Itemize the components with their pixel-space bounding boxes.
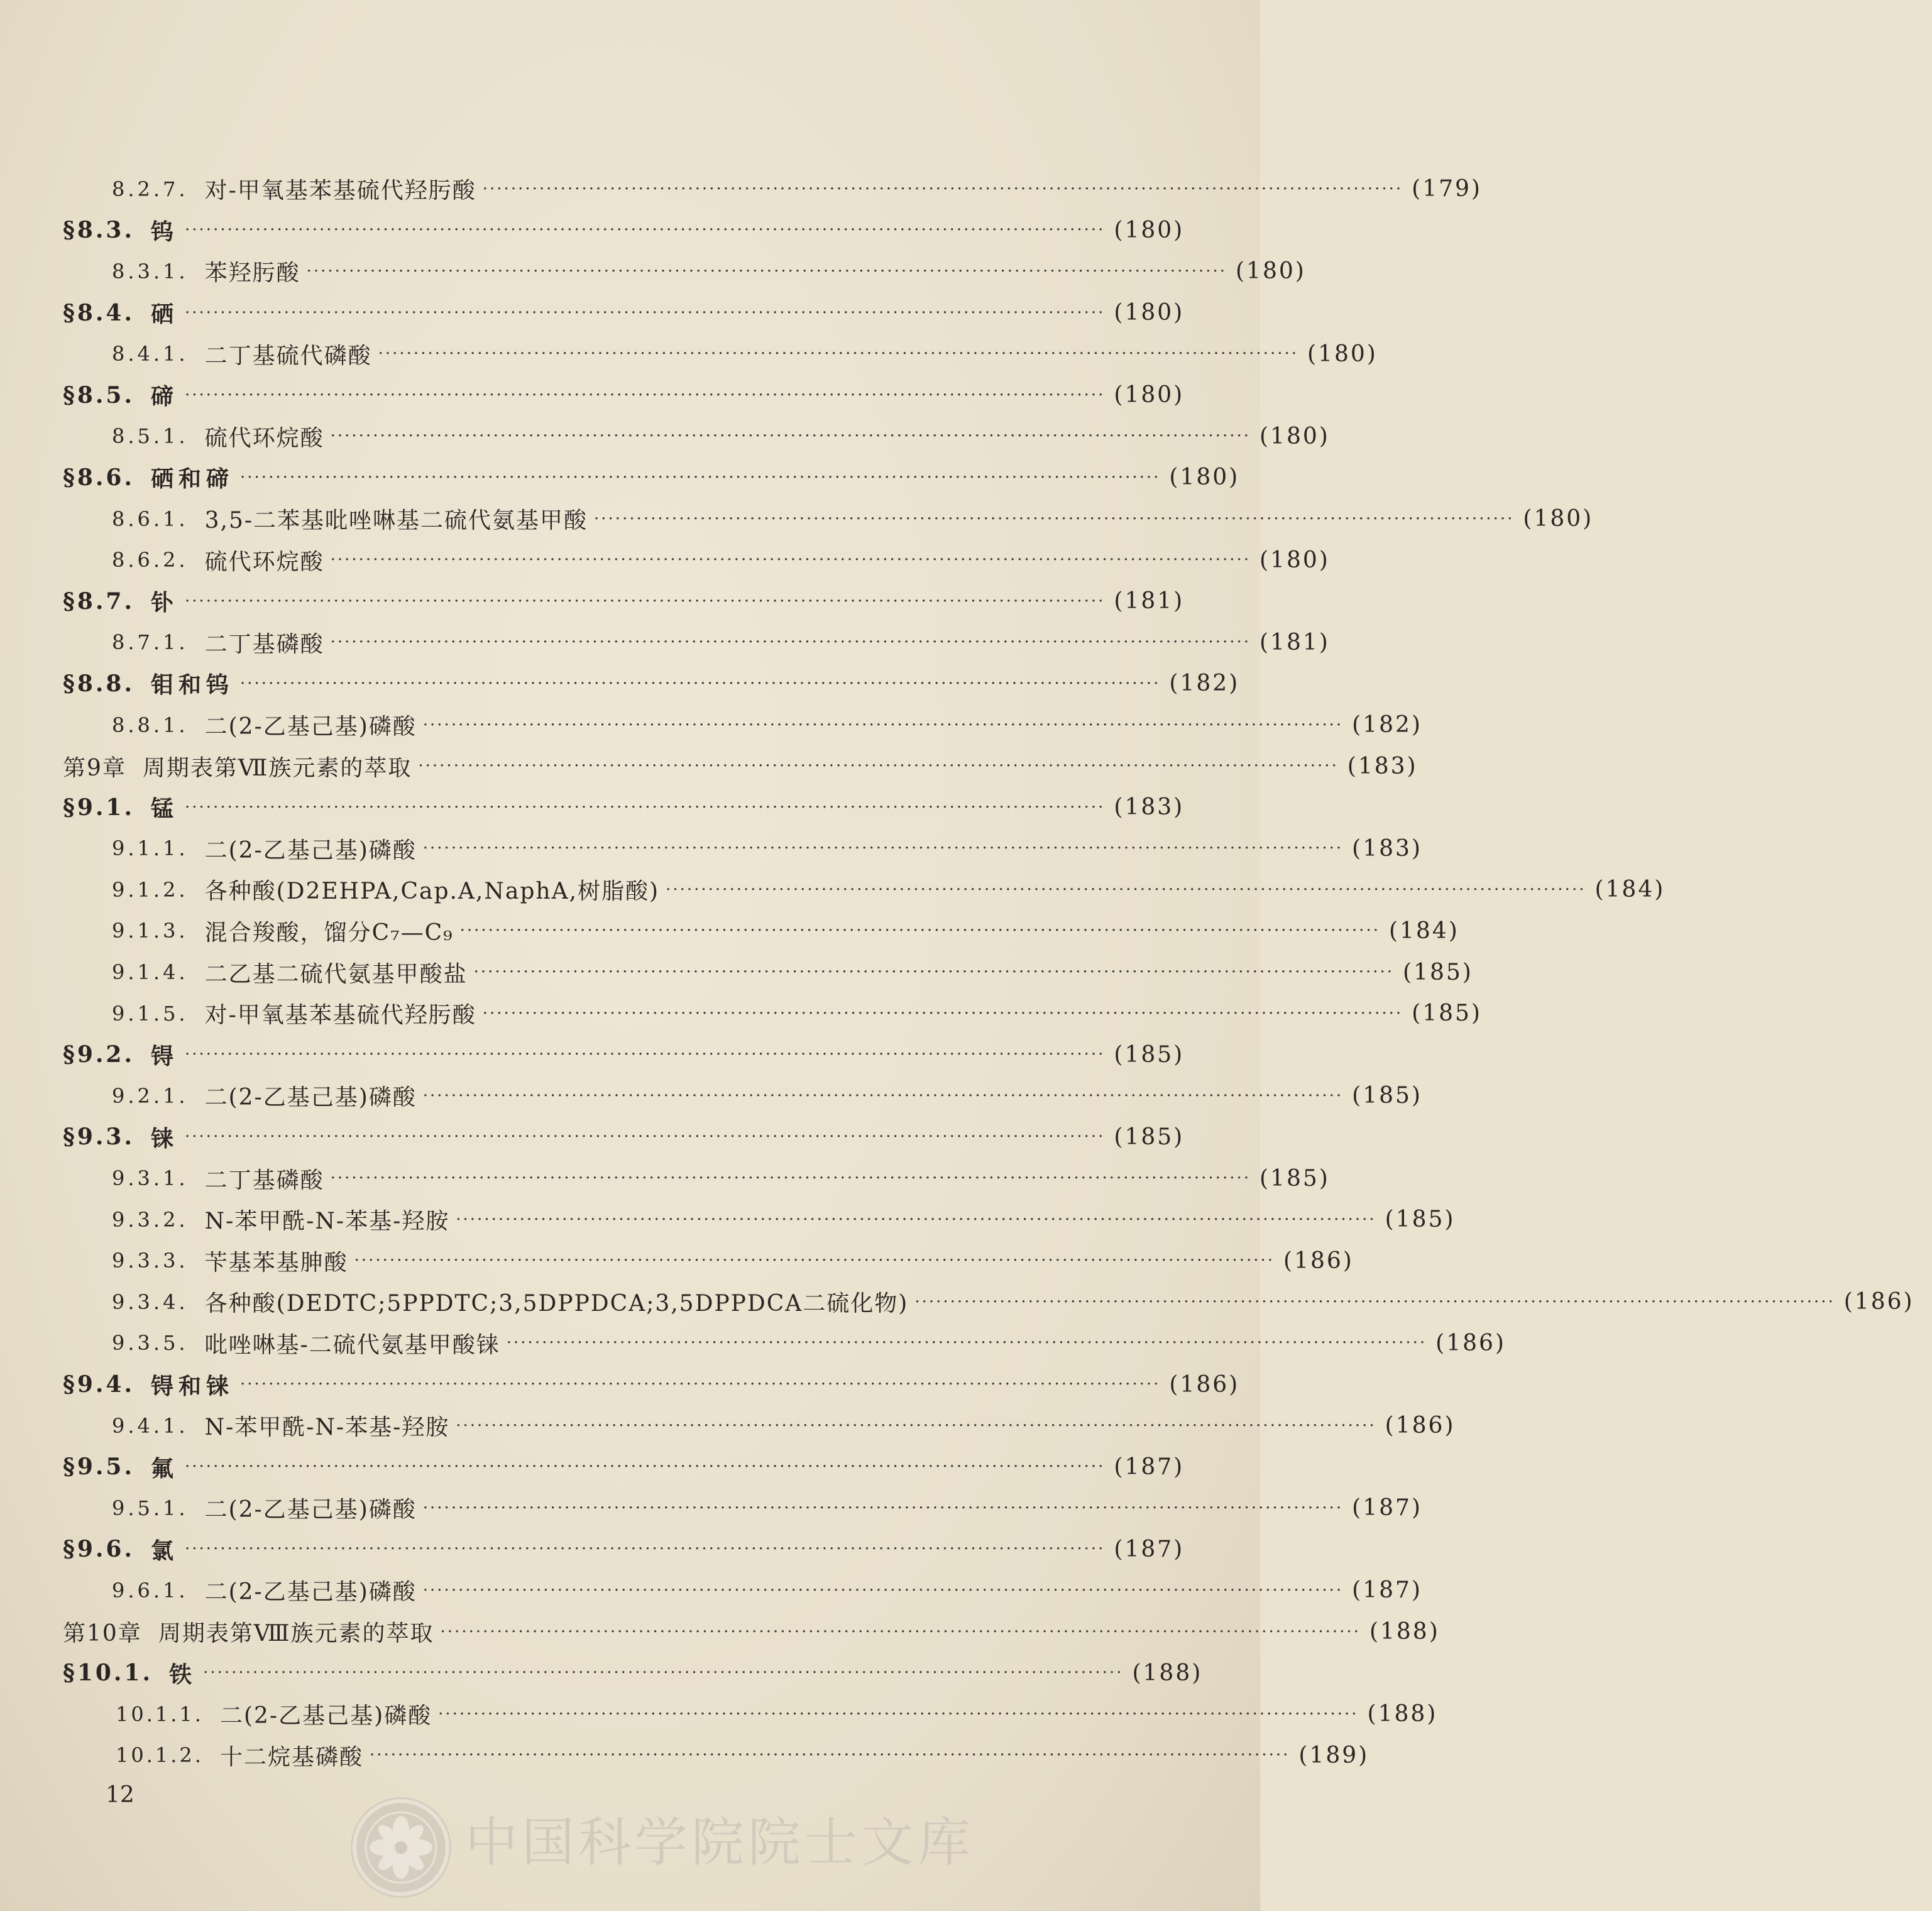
toc-page-reference: (186) (1169, 1371, 1240, 1398)
toc-entry (63, 869, 1666, 911)
toc-entry-title: 对-甲氧基苯基硫代羟肟酸 (204, 1002, 476, 1029)
toc-leader-dots: ·································································································································· (240, 674, 1161, 693)
toc-entry (63, 251, 1306, 292)
toc-entry (63, 498, 1594, 540)
toc-leader-dots: ·································································································································· (185, 1540, 1106, 1559)
toc-page-reference: (185) (1403, 959, 1473, 985)
toc-page-reference: (187) (1114, 1454, 1185, 1480)
toc-entry-number: 8.3.1. (112, 259, 189, 283)
toc-page-reference: (185) (1352, 1083, 1422, 1109)
toc-page-reference: (185) (1114, 1124, 1185, 1150)
toc-entry-number: §8.4. (63, 299, 134, 326)
toc-entry-title: 二(2-乙基己基)磷酸 (219, 1703, 432, 1729)
toc-leader-dots: ·································································································································· (369, 1746, 1290, 1765)
toc-entry-title: 苄基苯基胂酸 (204, 1249, 348, 1276)
toc-entry-number: 第10章 (63, 1621, 142, 1647)
flower-emblem-icon (351, 1797, 451, 1898)
toc-leader-dots: ·································································································································· (330, 1169, 1251, 1188)
toc-entry-number: §10.1. (63, 1660, 153, 1687)
toc-leader-dots: ·································································································································· (440, 1622, 1361, 1641)
toc-entry-title: 二丁基硫代磷酸 (204, 342, 372, 369)
toc-leader-dots: ·································································································································· (482, 179, 1403, 199)
toc-leader-dots: ·································································································································· (185, 591, 1106, 611)
toc-entry (63, 1075, 1422, 1117)
toc-page-reference: (187) (1352, 1577, 1422, 1604)
toc-entry-number: §9.4. (63, 1371, 134, 1398)
toc-leader-dots: ·································································································································· (306, 261, 1227, 281)
toc-entry (63, 663, 1240, 704)
toc-entry (63, 1240, 1354, 1281)
toc-entry-title: 二(2-乙基己基)磷酸 (204, 1579, 417, 1606)
toc-leader-dots: ·································································································································· (330, 550, 1251, 570)
toc-entry-number: 8.7.1. (112, 630, 189, 655)
toc-leader-dots: ·································································································································· (354, 1251, 1275, 1271)
toc-page-reference: (180) (1236, 258, 1306, 285)
toc-entry-number: §8.7. (63, 588, 134, 615)
toc-page-reference: (180) (1523, 506, 1594, 532)
toc-entry-title: 硒 (151, 301, 179, 328)
toc-page-reference: (186) (1283, 1247, 1354, 1274)
toc-entry-title: 锰 (151, 796, 179, 823)
toc-entry-title: 硒和碲 (151, 466, 234, 493)
toc-leader-dots: ·································································································································· (418, 757, 1339, 776)
toc-leader-dots: ·································································································································· (185, 303, 1106, 322)
toc-entry-title: 二(2-乙基己基)磷酸 (204, 1497, 417, 1523)
toc-entry-number: §8.3. (63, 217, 134, 244)
toc-leader-dots: ·································································································································· (330, 633, 1251, 652)
toc-entry-title: 氟 (151, 1455, 179, 1482)
toc-entry-title: 碲 (151, 383, 179, 410)
toc-entry (63, 1652, 1203, 1694)
toc-page-reference: (181) (1260, 629, 1330, 655)
toc-entry-title: 周期表第Ⅷ族元素的萃取 (158, 1621, 434, 1647)
toc-leader-dots: ·································································································································· (422, 1498, 1344, 1518)
toc-leader-dots: ·································································································································· (456, 1210, 1376, 1229)
toc-page-reference: (185) (1260, 1165, 1330, 1191)
toc-entry-title: 锝 (151, 1043, 179, 1070)
toc-entry-title: 铁 (169, 1661, 197, 1688)
toc-entry-number: 9.3.3. (112, 1249, 189, 1273)
toc-leader-dots: ·································································································································· (185, 385, 1106, 405)
toc-page-reference: (185) (1412, 1000, 1482, 1027)
toc-page-reference: (188) (1369, 1619, 1440, 1645)
toc-entry-title: 硫代环烷酸 (204, 549, 324, 575)
toc-page-reference: (188) (1367, 1701, 1438, 1728)
toc-entry-title: 苯羟肟酸 (204, 260, 300, 287)
toc-page-reference: (183) (1114, 794, 1185, 821)
toc-entry-title: 二(2-乙基己基)磷酸 (204, 1085, 417, 1111)
toc-leader-dots: ·································································································································· (330, 427, 1251, 446)
toc-entry-number: 10.1.2. (116, 1743, 204, 1768)
toc-entry-number: 9.3.5. (112, 1331, 189, 1355)
toc-entry (63, 1034, 1185, 1075)
toc-leader-dots: ·································································································································· (203, 1663, 1124, 1683)
toc-entry-number: 8.6.2. (112, 548, 189, 572)
toc-entry-number: 第9章 (63, 755, 126, 781)
toc-entry-title: 氯 (151, 1537, 179, 1564)
toc-entry (63, 333, 1378, 375)
toc-entry-number: 9.6.1. (112, 1578, 189, 1602)
toc-entry-title: N-苯甲酰-N-苯基-羟胺 (204, 1208, 450, 1235)
toc-leader-dots: ·································································································································· (422, 715, 1344, 735)
toc-entry-number: 9.3.4. (112, 1290, 189, 1314)
toc-entry-number: 9.1.4. (112, 960, 189, 985)
toc-entry-number: 9.1.3. (112, 919, 189, 943)
page-number: 12 (106, 1782, 134, 1808)
toc-leader-dots: ·································································································································· (240, 1375, 1161, 1394)
toc-entry (63, 539, 1330, 581)
toc-leader-dots: ·································································································································· (240, 468, 1161, 487)
toc-entry-title: 铼 (151, 1125, 179, 1152)
toc-entry (63, 622, 1330, 664)
toc-entry (63, 951, 1473, 993)
toc-entry (63, 210, 1185, 251)
toc-leader-dots: ·································································································································· (666, 880, 1586, 899)
toc-entry (63, 1529, 1185, 1570)
toc-page-reference: (184) (1388, 917, 1459, 944)
toc-entry (63, 457, 1240, 498)
toc-entry-title: 二丁基磷酸 (204, 631, 324, 657)
toc-entry-title: 钨 (151, 218, 179, 245)
toc-page-reference: (186) (1435, 1330, 1506, 1356)
toc-leader-dots: ·································································································································· (438, 1704, 1359, 1724)
toc-entry (63, 1570, 1422, 1611)
toc-entry (63, 416, 1330, 457)
toc-page-reference: (189) (1298, 1742, 1369, 1768)
toc-entry-number: §9.6. (63, 1536, 134, 1563)
toc-entry-title: 吡唑啉基-二硫代氨基甲酸铼 (204, 1332, 500, 1358)
toc-entry (63, 1735, 1369, 1777)
toc-entry-number: 9.1.1. (112, 836, 189, 861)
toc-entry-title: 各种酸(DEDTC;5PPDTC;3,5DPPDCA;3,5DPPDCA二硫化物) (204, 1291, 909, 1317)
toc-entry (63, 787, 1185, 828)
toc-entry-number: 8.5.1. (112, 424, 189, 449)
toc-page-reference: (180) (1169, 464, 1240, 491)
toc-page-reference: (182) (1169, 671, 1240, 697)
toc-entry-number: §9.3. (63, 1124, 134, 1151)
table-of-contents (63, 168, 1914, 1776)
toc-entry (63, 1199, 1456, 1240)
toc-page-reference: (186) (1385, 1413, 1456, 1439)
toc-leader-dots: ·································································································································· (914, 1292, 1835, 1311)
toc-page-reference: (180) (1114, 217, 1185, 243)
toc-entry-number: 9.3.2. (112, 1207, 189, 1232)
toc-entry (63, 828, 1422, 870)
toc-entry (63, 1281, 1914, 1323)
toc-entry-number: 8.4.1. (112, 342, 189, 366)
toc-leader-dots: ·································································································································· (456, 1416, 1376, 1435)
toc-entry-number: 9.2.1. (112, 1083, 189, 1108)
toc-entry-title: 混合羧酸，馏分C₇—C₉ (204, 919, 454, 946)
toc-entry (63, 745, 1418, 787)
toc-entry-number: 9.4.1. (112, 1413, 189, 1438)
toc-entry-title: 钋 (151, 589, 179, 616)
toc-entry (63, 704, 1422, 746)
toc-entry-number: §8.8. (63, 670, 134, 697)
toc-entry-number: 9.5.1. (112, 1496, 189, 1520)
toc-leader-dots: ·································································································································· (422, 1086, 1344, 1105)
toc-entry (63, 1364, 1240, 1405)
toc-entry (63, 1158, 1330, 1199)
toc-page-reference: (188) (1132, 1660, 1203, 1686)
toc-entry-title: 对-甲氧基苯基硫代羟肟酸 (204, 178, 476, 204)
toc-entry (63, 581, 1185, 622)
toc-entry-title: 各种酸(D2EHPA,Cap.A,NaphA,树脂酸) (204, 879, 660, 905)
toc-entry-title: 二(2-乙基己基)磷酸 (204, 837, 417, 863)
toc-entry-number: §9.1. (63, 794, 134, 821)
toc-entry (63, 292, 1185, 334)
toc-entry-title: N-苯甲酰-N-苯基-羟胺 (204, 1415, 450, 1441)
toc-leader-dots: ·································································································································· (378, 344, 1299, 364)
library-seal-logo (351, 1797, 451, 1898)
toc-entry (63, 1611, 1440, 1653)
toc-entry-title: 3,5-二苯基吡唑啉基二硫代氨基甲酸 (204, 508, 588, 534)
toc-leader-dots: ·································································································································· (482, 1004, 1403, 1023)
toc-entry (63, 1694, 1438, 1735)
toc-entry (63, 1323, 1506, 1364)
toc-entry (63, 1487, 1422, 1529)
toc-leader-dots: ·································································································································· (473, 963, 1395, 982)
toc-entry (63, 375, 1185, 416)
toc-leader-dots: ·································································································································· (185, 1045, 1106, 1065)
toc-entry-number: 9.1.2. (112, 877, 189, 902)
toc-entry-title: 十二烷基磷酸 (219, 1744, 363, 1770)
toc-entry-title: 硫代环烷酸 (204, 425, 324, 451)
toc-entry-number: 9.1.5. (112, 1001, 189, 1026)
toc-entry (63, 1117, 1185, 1158)
toc-entry-title: 锝和铼 (151, 1372, 234, 1399)
toc-entry (63, 993, 1482, 1034)
toc-page-reference: (180) (1307, 341, 1378, 367)
toc-entry-number: §8.6. (63, 464, 134, 491)
watermark-text: 中国科学院院士文库 (465, 1812, 975, 1873)
toc-entry-number: 10.1.1. (116, 1702, 204, 1726)
toc-leader-dots: ·································································································································· (185, 1127, 1106, 1147)
toc-entry-title: 二丁基磷酸 (204, 1167, 324, 1193)
toc-entry-number: 8.2.7. (112, 177, 189, 201)
toc-page-reference: (186) (1843, 1289, 1914, 1315)
toc-page-reference: (187) (1352, 1495, 1422, 1521)
toc-entry-number: 8.6.1. (112, 506, 189, 531)
toc-page-reference: (185) (1385, 1207, 1456, 1233)
toc-page-reference: (180) (1260, 423, 1330, 449)
toc-page-reference: (180) (1114, 300, 1185, 326)
toc-page-reference: (180) (1260, 547, 1330, 573)
toc-page-reference: (180) (1114, 382, 1185, 408)
toc-entry (63, 911, 1459, 952)
toc-entry-number: §9.2. (63, 1041, 134, 1068)
toc-leader-dots: ·································································································································· (506, 1333, 1427, 1353)
toc-entry-number: §8.5. (63, 381, 134, 408)
toc-page-reference: (183) (1347, 753, 1418, 779)
toc-page-reference: (182) (1352, 712, 1422, 738)
toc-leader-dots: ·································································································································· (422, 839, 1344, 858)
toc-leader-dots: ·································································································································· (185, 221, 1106, 240)
toc-page-reference: (181) (1114, 588, 1185, 615)
toc-entry-number: 8.8.1. (112, 713, 189, 737)
toc-page-reference: (183) (1352, 835, 1422, 862)
toc-leader-dots: ·································································································································· (459, 921, 1380, 941)
toc-entry-title: 钼和钨 (151, 672, 234, 699)
toc-entry (63, 1405, 1456, 1447)
toc-leader-dots: ·································································································································· (185, 1457, 1106, 1477)
toc-leader-dots: ·································································································································· (422, 1580, 1344, 1600)
toc-leader-dots: ·································································································································· (594, 509, 1515, 528)
toc-page-reference: (184) (1594, 877, 1666, 903)
toc-entry-title: 二乙基二硫代氨基甲酸盐 (204, 961, 468, 987)
toc-entry-number: §9.5. (63, 1454, 134, 1481)
toc-page-reference: (185) (1114, 1041, 1185, 1068)
toc-leader-dots: ·································································································································· (185, 797, 1106, 817)
toc-entry-title: 周期表第Ⅶ族元素的萃取 (142, 755, 412, 781)
toc-entry (63, 1446, 1185, 1487)
toc-entry-title: 二(2-乙基己基)磷酸 (204, 714, 417, 740)
toc-entry-number: 9.3.1. (112, 1166, 189, 1191)
toc-page-reference: (179) (1412, 176, 1482, 202)
toc-entry (63, 168, 1482, 210)
toc-page-reference: (187) (1114, 1536, 1185, 1562)
